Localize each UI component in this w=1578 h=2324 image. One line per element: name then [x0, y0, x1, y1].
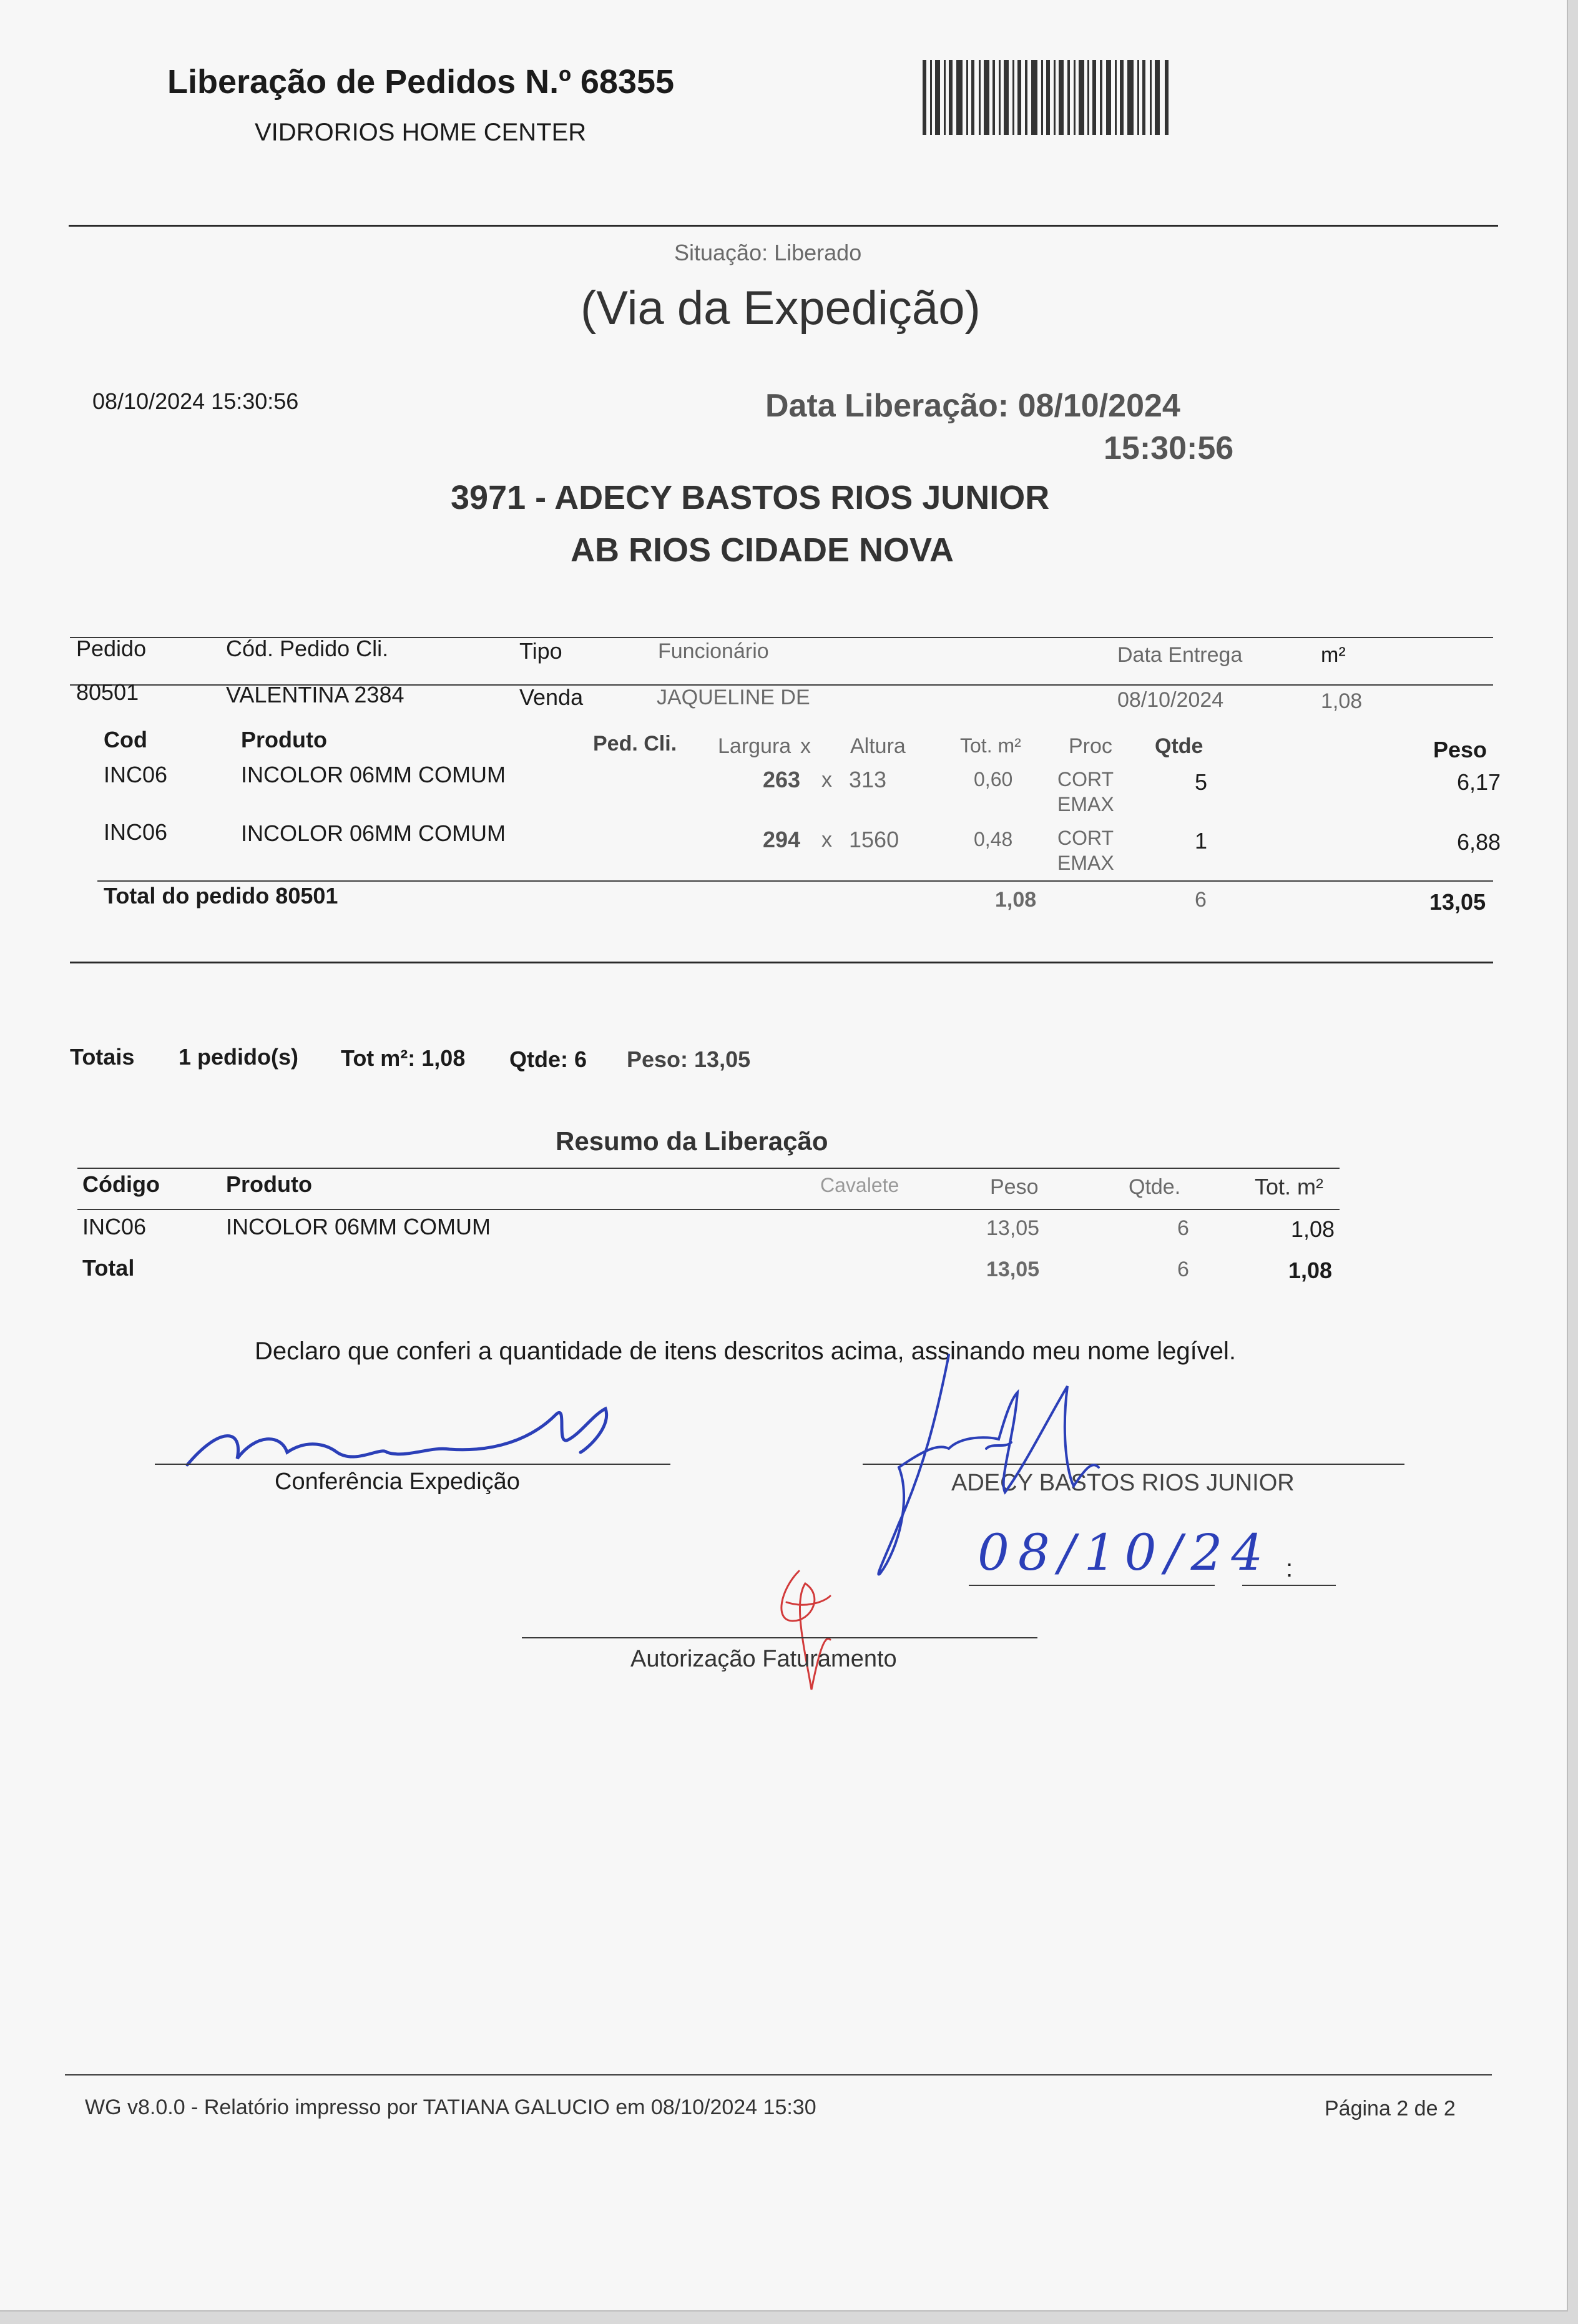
item-1-produto: INCOLOR 06MM COMUM [241, 762, 506, 787]
print-datetime: 08/10/2024 15:30:56 [92, 388, 299, 414]
document-title: Liberação de Pedidos N.º 68355 [167, 63, 675, 101]
client-name: 3971 - ADECY BASTOS RIOS JUNIOR [451, 479, 1050, 516]
items-col-proc: Proc [1069, 734, 1112, 758]
client-signature-name: ADECY BASTOS RIOS JUNIOR [951, 1470, 1295, 1496]
items-col-qtde: Qtde [1155, 734, 1203, 758]
item-1-largura: 263 [763, 767, 801, 792]
time-line [1242, 1585, 1336, 1586]
resumo-row-peso: 13,05 [986, 1216, 1040, 1240]
resumo-row-produto: INCOLOR 06MM COMUM [226, 1214, 491, 1239]
item-1-qtde: 5 [1195, 769, 1208, 795]
resumo-col-peso: Peso [990, 1175, 1039, 1199]
situacao-label: Situação: Liberado [674, 240, 862, 265]
time-separator: : [1286, 1555, 1293, 1582]
item-2-cod: INC06 [104, 819, 168, 845]
item-2-proc: CORT [1057, 827, 1114, 849]
order-total-m2: 1,08 [995, 888, 1037, 912]
items-col-peso: Peso [1433, 737, 1487, 762]
item-2-largura: 294 [763, 827, 801, 852]
col-cod-pedido-cli: Cód. Pedido Cli. [226, 636, 389, 661]
item-2-proc-2: EMAX [1057, 852, 1114, 874]
totais-label: Totais [70, 1044, 135, 1070]
items-col-tot-m2: Tot. m² [960, 734, 1021, 757]
item-2-altura: 1560 [849, 827, 899, 852]
resumo-row-qtde: 6 [1177, 1216, 1189, 1240]
items-col-ped-cli: Ped. Cli. [593, 732, 677, 756]
item-1-cod: INC06 [104, 762, 168, 787]
footer-right: Página 2 de 2 [1325, 2097, 1456, 2120]
via-label: (Via da Expedição) [581, 282, 981, 335]
order-cod-pedido-cli: VALENTINA 2384 [226, 682, 404, 707]
header-divider [69, 225, 1498, 227]
order-pedido: 80501 [76, 679, 139, 705]
item-2-x: x [821, 828, 832, 852]
order-tipo: Venda [519, 684, 584, 710]
totais-qtde: Qtde: 6 [509, 1046, 587, 1072]
resumo-header-line [77, 1209, 1340, 1210]
date-line [969, 1585, 1215, 1586]
resumo-top-line [77, 1168, 1340, 1169]
order-total-line [97, 880, 1493, 882]
resumo-col-cavalete: Cavalete [820, 1174, 899, 1196]
conferencia-signature [181, 1390, 630, 1471]
footer-left: WG v8.0.0 - Relatório impresso por TATIANA GALUCIO em 08/10/2024 15:30 [85, 2095, 816, 2119]
autorizacao-line [522, 1637, 1037, 1638]
items-col-produto: Produto [241, 727, 327, 752]
resumo-col-qtde: Qtde. [1129, 1175, 1181, 1199]
order-funcionario: JAQUELINE DE [657, 686, 810, 709]
order-bottom-line [70, 962, 1493, 963]
resumo-row-tot-m2: 1,08 [1291, 1216, 1335, 1242]
handwritten-date: 08/10/24 [978, 1524, 1272, 1582]
item-1-peso: 6,17 [1457, 769, 1501, 795]
autorizacao-label: Autorização Faturamento [630, 1646, 897, 1672]
autorizacao-signature [768, 1565, 843, 1702]
item-1-altura: 313 [849, 767, 887, 792]
col-m2: m² [1321, 643, 1346, 667]
items-col-altura: Altura [850, 734, 906, 758]
item-1-x: x [821, 768, 832, 792]
items-col-cod: Cod [104, 727, 147, 752]
item-2-peso: 6,88 [1457, 829, 1501, 855]
resumo-col-tot-m2: Tot. m² [1255, 1174, 1324, 1199]
items-col-largura: Largura [718, 734, 791, 758]
totais-pedidos: 1 pedido(s) [179, 1044, 299, 1070]
resumo-total-qtde: 6 [1177, 1258, 1189, 1281]
company-name: VIDRORIOS HOME CENTER [255, 119, 587, 146]
barcode [923, 60, 1172, 135]
conferencia-line [155, 1464, 670, 1465]
item-2-tot-m2: 0,48 [974, 828, 1013, 850]
data-liberacao-time: 15:30:56 [1104, 430, 1234, 466]
order-total-peso: 13,05 [1429, 889, 1486, 915]
col-data-entrega: Data Entrega [1117, 643, 1243, 667]
resumo-total-tot-m2: 1,08 [1288, 1258, 1333, 1283]
items-col-x: x [800, 734, 811, 758]
footer-line [65, 2074, 1492, 2075]
order-total-label: Total do pedido 80501 [104, 883, 338, 908]
order-m2: 1,08 [1321, 689, 1363, 713]
item-2-produto: INCOLOR 06MM COMUM [241, 820, 506, 846]
order-data-entrega: 08/10/2024 [1117, 688, 1224, 712]
client-store: AB RIOS CIDADE NOVA [571, 531, 954, 569]
data-liberacao: Data Liberação: 08/10/2024 [765, 388, 1180, 424]
item-2-qtde: 1 [1195, 828, 1208, 854]
item-1-proc: CORT [1057, 768, 1114, 790]
resumo-total-label: Total [82, 1255, 135, 1281]
resumo-row-codigo: INC06 [82, 1214, 147, 1239]
col-pedido: Pedido [76, 636, 147, 661]
declaration-text: Declaro que conferi a quantidade de itens descritos acima, assinando meu nome legível. [255, 1337, 1237, 1365]
col-funcionario: Funcionário [658, 639, 769, 663]
resumo-total-peso: 13,05 [986, 1258, 1040, 1281]
item-1-tot-m2: 0,60 [974, 768, 1013, 790]
resumo-col-produto: Produto [226, 1171, 312, 1197]
totais-tot-m2: Tot m²: 1,08 [341, 1045, 466, 1071]
resumo-col-codigo: Código [82, 1171, 160, 1197]
col-tipo: Tipo [519, 638, 562, 664]
item-1-proc-2: EMAX [1057, 793, 1114, 815]
resumo-title: Resumo da Liberação [556, 1126, 828, 1156]
conferencia-label: Conferência Expedição [275, 1469, 520, 1495]
totais-peso: Peso: 13,05 [627, 1046, 751, 1072]
order-total-qtde: 6 [1195, 888, 1207, 912]
